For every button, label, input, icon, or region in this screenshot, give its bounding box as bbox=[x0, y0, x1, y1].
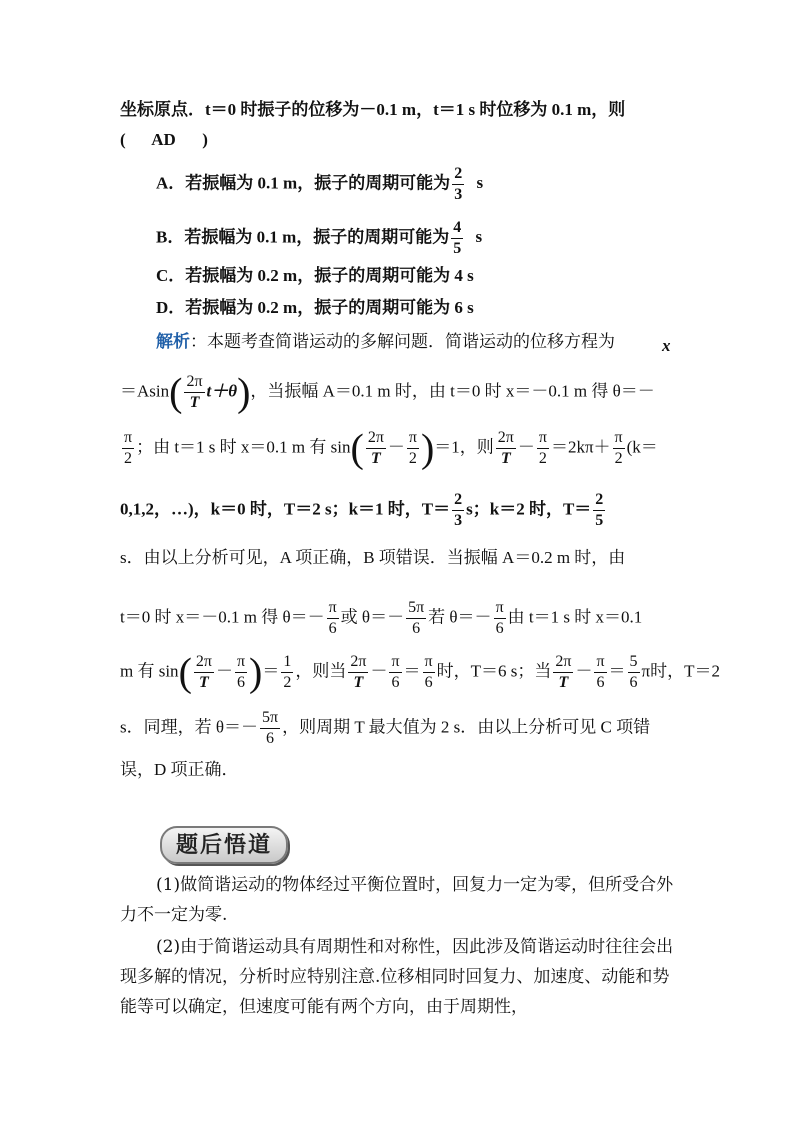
solution-text: ；由 t＝1 s 时 x＝0.1 m 有 sin bbox=[136, 437, 351, 457]
fraction-denominator: 2 bbox=[124, 450, 133, 467]
solution-text: s．同理，若 θ＝－ bbox=[120, 717, 259, 737]
option-c: C．若振幅为 0.2 m，振子的周期可能为 4 s bbox=[156, 266, 474, 285]
formula-phase: t＋θ bbox=[206, 381, 238, 401]
solution-line-5: s．由以上分析可见，A 项正确，B 项错误．当振幅 A＝0.2 m 时，由 bbox=[120, 548, 626, 567]
fraction-denominator: T bbox=[500, 450, 511, 467]
fraction-denominator: 3 bbox=[454, 186, 463, 203]
fraction-denominator: 3 bbox=[454, 512, 463, 529]
solution-text: t＝0 时 x＝－0.1 m 得 θ＝－ bbox=[120, 607, 325, 627]
option-a bbox=[156, 164, 483, 205]
fraction-numerator: π bbox=[537, 428, 549, 449]
solution-line-7: m 有 sin( $\frac{2\pi}{T}$ － $\frac{\pi}{6}$ )＝ $\frac{1}{2}$ ，则当 $\frac{2\pi}{T}$ － $\frac{\pi}{6}$ ＝ $\frac{\pi}{6}$ 时，T＝6 s；当 $\frac{2\pi}{T}$ － $\frac{\pi}{6}$ ＝ $\frac{5}{6}$ π时，T＝2 bbox=[120, 649, 720, 695]
solution-x: x bbox=[662, 336, 671, 355]
fraction-denominator: T bbox=[353, 674, 364, 691]
answer-open: ( bbox=[120, 130, 126, 149]
solution-line-3: $\frac{\pi}{2}$ ；由 t＝1 s 时 x＝0.1 m 有 sin( $\frac{2\pi}{T}$ － $\frac{\pi}{2}$ )＝1，则 $\frac{2\pi}{T}$ － $\frac{\pi}{2}$ ＝2kπ＋ $\frac{\pi}{2}$ (k＝ bbox=[124, 425, 658, 471]
fraction-numerator: 2π bbox=[348, 652, 368, 673]
fraction-numerator: π bbox=[235, 652, 247, 673]
solution-line-6: t＝0 时 x＝－0.1 m 得 θ＝－ $\frac{\pi}{6}$ 或 θ＝－ $\frac{5\pi}{6}$ 若 θ＝－ $\frac{\pi}{6}$ 由 t＝1 s 时 x＝0.1 bbox=[120, 599, 643, 637]
fraction-numerator: 2π bbox=[184, 372, 204, 393]
formula-asin: ＝Asin bbox=[120, 381, 170, 401]
option-a-unit: s bbox=[476, 173, 484, 193]
solution-text: ＝2kπ＋ bbox=[550, 437, 611, 457]
fraction-numerator: 2 bbox=[452, 490, 464, 511]
fraction-numerator: π bbox=[327, 598, 339, 619]
answer-line bbox=[120, 128, 208, 152]
solution-text: 若 θ＝－ bbox=[428, 607, 492, 627]
solution-line-8: s．同理，若 θ＝－ $\frac{5\pi}{6}$ ，则周期 T 最大值为 2 s．由以上分析可见 C 项错 bbox=[120, 709, 651, 747]
fraction-numerator: 2π bbox=[496, 428, 516, 449]
solution-line-9: 误，D 项正确． bbox=[120, 760, 239, 779]
answer-text: AD bbox=[151, 130, 176, 149]
fraction-denominator: 2 bbox=[408, 450, 417, 467]
fraction-numerator: π bbox=[613, 428, 625, 449]
option-a-label: A．若振幅为 0.1 m，振子的周期可能为 bbox=[156, 173, 451, 193]
solution-text: ＝1，则 bbox=[434, 437, 494, 457]
solution-text: 时，T＝2 bbox=[650, 661, 720, 681]
fraction-denominator: T bbox=[370, 450, 381, 467]
fraction-denominator: 5 bbox=[595, 512, 604, 529]
option-b-label: B．若振幅为 0.1 m，振子的周期可能为 bbox=[156, 227, 450, 247]
note-2: (2)由于简谐运动具有周期性和对称性，因此涉及简谐运动时往往会出现多解的情况，分析时应特别注意.位移相同时回复力、加速度、动能和势能等可以确定，但速度可能有两个方向，由于周期性， bbox=[120, 937, 674, 1017]
option-d: D．若振幅为 0.2 m，振子的周期可能为 6 s bbox=[156, 298, 474, 317]
solution-heading: 解析 bbox=[156, 332, 190, 351]
solution-text: 0,1,2，…)，k＝0 时，T＝2 s；k＝1 时，T＝ bbox=[120, 499, 451, 519]
note-1: (1)做简谐运动的物体经过平衡位置时，回复力一定为零，但所受合外力不一定为零. bbox=[120, 875, 674, 925]
solution-text: － bbox=[517, 437, 535, 457]
fraction-denominator: 2 bbox=[614, 450, 623, 467]
option-a-fraction bbox=[452, 164, 464, 205]
solution-text: 由 t＝1 s 时 x＝0.1 bbox=[507, 607, 643, 627]
solution-text: ，则周期 T 最大值为 2 s．由以上分析可见 C 项错 bbox=[282, 717, 651, 737]
solution-text: m 有 sin bbox=[120, 661, 179, 681]
solution-line-1 bbox=[156, 330, 615, 354]
fraction-numerator: 2 bbox=[452, 164, 464, 185]
fraction-numerator: π bbox=[407, 428, 419, 449]
option-b-unit: s bbox=[475, 227, 483, 247]
fraction-numerator: π bbox=[494, 598, 506, 619]
solution-text: ，则当 bbox=[295, 661, 347, 681]
option-b-fraction bbox=[451, 218, 463, 259]
solution-text: ＝ bbox=[262, 661, 280, 681]
fraction-numerator: 2 bbox=[593, 490, 605, 511]
fraction-numerator: π bbox=[122, 428, 134, 449]
solution-line-4 bbox=[120, 490, 607, 531]
fraction-denominator: T bbox=[199, 674, 209, 691]
fraction-numerator: 2π bbox=[553, 652, 573, 673]
fraction-denominator: 5 bbox=[453, 240, 462, 257]
solution-text: 或 θ＝－ bbox=[340, 607, 405, 627]
badge-title: 题后悟道 bbox=[175, 832, 272, 858]
fraction-denominator: T bbox=[558, 674, 569, 691]
fraction-numerator: 4 bbox=[451, 218, 463, 239]
fraction-denominator: T bbox=[189, 394, 200, 411]
solution-text: s；k＝2 时，T＝ bbox=[466, 499, 592, 519]
solution-text: ，当振幅 A＝0.1 m 时，由 t＝0 时 x＝－0.1 m 得 θ＝－ bbox=[250, 381, 655, 401]
solution-line-2: ＝Asin( $\frac{2\pi}{T}$ t＋θ)，当振幅 A＝0.1 m 时，由 t＝0 时 x＝－0.1 m 得 θ＝－ bbox=[120, 369, 655, 415]
fraction-numerator: 2π bbox=[194, 652, 214, 673]
section-badge bbox=[160, 826, 288, 864]
answer-close: ) bbox=[202, 130, 208, 149]
solution-text: (k＝ bbox=[626, 437, 658, 457]
option-b bbox=[156, 218, 482, 259]
fraction-numerator: 2π bbox=[366, 428, 386, 449]
solution-text: 时，T＝6 s；当 bbox=[436, 661, 552, 681]
fraction-denominator: 2 bbox=[538, 450, 547, 467]
question-line: 坐标原点．t＝0 时振子的位移为－0.1 m，t＝1 s 时位移为 0.1 m，则 bbox=[120, 100, 626, 119]
solution-intro: ：本题考查简谐运动的多解问题．简谐运动的位移方程为 bbox=[190, 332, 615, 351]
